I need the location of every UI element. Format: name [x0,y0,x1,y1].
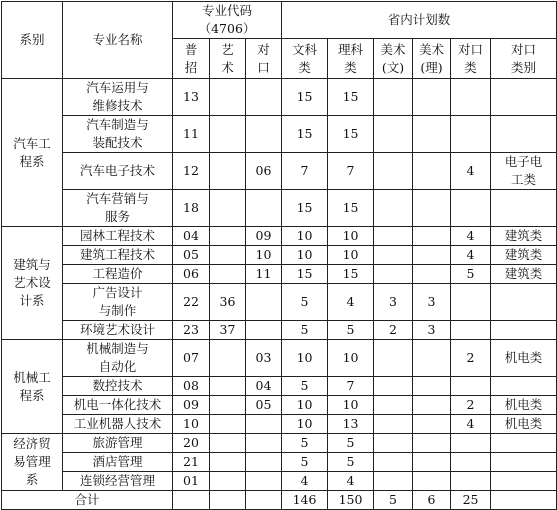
wen-cell: 5 [282,321,328,340]
counter2-cell: 4 [451,246,491,265]
general-subheader-line1: 普 [184,41,198,57]
wen-cell: 10 [282,227,328,246]
code-header [173,2,282,39]
dept-cell-auto [2,79,63,227]
general-cell: 13 [173,79,210,116]
code-value: （4706） [198,21,256,36]
art-wen-cell [374,227,413,246]
art-wen-cell [374,415,413,434]
counter-cat-cell [491,116,557,153]
total-label: 合计 [2,491,173,510]
major-line2: 服务 [104,209,130,224]
table-row [2,227,557,246]
dept-econ-line2: 易管理 [13,454,51,469]
li-subheader [328,39,374,79]
header-row-1 [2,2,557,39]
counter-cell [246,472,282,491]
general-cell: 08 [173,377,210,396]
counter-cell [246,415,282,434]
table-row [2,434,557,453]
counter-cell: 06 [246,153,282,190]
counter2-cell [451,377,491,396]
counter-cat-cell [491,396,557,415]
art-wen-cell [374,153,413,190]
general-cell: 18 [173,190,210,227]
major-line1: 汽车营销与 [86,191,149,206]
art-li-subheader-line2: (理) [420,59,443,75]
table-body [2,79,557,491]
total-counter [246,491,282,510]
li-cell: 10 [328,340,374,377]
art-wen-cell [374,472,413,491]
counter-cat-cell [491,377,557,396]
li-cell: 10 [328,396,374,415]
counter-cat-cell [491,227,557,246]
total-general [173,491,210,510]
plan-header: 省内计划数 [282,2,557,39]
art-li-cell [413,453,451,472]
wen-subheader-line1: 文科 [292,41,318,57]
general-cell: 22 [173,284,210,321]
major-line1: 机械制造与 [86,341,149,356]
major-line1: 连锁经营管理 [79,473,155,488]
counter-cell: 10 [246,246,282,265]
counter2-cell [451,116,491,153]
table-row [2,321,557,340]
li-cell: 15 [328,190,374,227]
art-li-cell [413,246,451,265]
total-art-li: 6 [413,491,451,510]
li-cell: 4 [328,284,374,321]
art-li-cell: 3 [413,321,451,340]
dept-header: 系别 [2,2,63,79]
li-cell: 7 [328,377,374,396]
counter-cat-cell [491,190,557,227]
counter-subheader-line2: 口 [257,59,270,75]
wen-cell: 15 [282,79,328,116]
major-line1: 汽车电子技术 [79,163,155,178]
major-cell [63,227,173,246]
general-cell: 06 [173,265,210,284]
art-wen-cell [374,246,413,265]
major-cell [63,396,173,415]
counter-cat-line1: 电子电 [504,154,543,169]
wen-cell: 15 [282,265,328,284]
dept-cell-arch [2,227,63,340]
major-cell [63,190,173,227]
wen-cell: 10 [282,396,328,415]
counter-cell [246,190,282,227]
art-cell: 37 [210,321,246,340]
general-cell: 05 [173,246,210,265]
counter-cat-subheader-line2: 类别 [511,59,537,75]
counter2-cell: 4 [451,227,491,246]
li-cell: 15 [328,265,374,284]
major-cell [63,321,173,340]
li-cell: 5 [328,321,374,340]
counter-cat-line1: 机电类 [504,350,543,365]
counter-cell [246,321,282,340]
major-line2: 装配技术 [92,135,143,150]
art-li-cell [413,434,451,453]
art-cell: 36 [210,284,246,321]
art-wen-cell [374,434,413,453]
table-row [2,396,557,415]
counter-cat-cell [491,340,557,377]
counter-cat-cell [491,79,557,116]
art-li-cell [413,116,451,153]
major-line1: 建筑工程技术 [79,247,155,262]
art-li-cell [413,190,451,227]
wen-cell: 5 [282,434,328,453]
total-art-wen: 5 [374,491,413,510]
general-cell: 10 [173,415,210,434]
art-cell [210,246,246,265]
general-subheader [173,39,210,79]
table-row [2,415,557,434]
counter-cell [246,284,282,321]
enrollment-plan-table [1,1,557,510]
major-cell [63,116,173,153]
art-li-subheader-line1: 美术 [419,41,445,57]
wen-cell: 5 [282,453,328,472]
table-row [2,116,557,153]
counter2-cell [451,321,491,340]
table-row [2,284,557,321]
dept-auto-line2: 程系 [19,153,45,169]
major-line1: 旅游管理 [92,435,143,450]
major-cell [63,79,173,116]
major-line1: 环境艺术设计 [79,322,155,337]
major-cell [63,434,173,453]
art-cell [210,472,246,491]
counter2-cell [451,434,491,453]
general-cell: 20 [173,434,210,453]
major-line1: 汽车制造与 [86,117,149,132]
code-title: 专业代码 [202,3,253,18]
art-li-cell [413,415,451,434]
li-cell: 15 [328,116,374,153]
li-subheader-line1: 理科 [338,41,364,57]
li-cell: 5 [328,434,374,453]
table-row [2,190,557,227]
major-line1: 工业机器人技术 [73,416,162,431]
art-wen-cell [374,340,413,377]
dept-arch-line1: 建筑与 [13,257,51,272]
counter2-cell [451,79,491,116]
art-cell [210,396,246,415]
art-wen-cell [374,396,413,415]
dept-auto-line1: 汽车工 [13,135,51,151]
table-row [2,453,557,472]
wen-cell: 5 [282,284,328,321]
counter-cat-subheader [491,39,557,79]
wen-subheader [282,39,328,79]
wen-cell: 10 [282,246,328,265]
table-row [2,265,557,284]
counter-cat-cell [491,246,557,265]
general-cell: 12 [173,153,210,190]
major-cell [63,340,173,377]
major-line2: 维修技术 [92,98,143,113]
table-row [2,153,557,190]
li-cell: 10 [328,227,374,246]
total-li: 150 [328,491,374,510]
wen-subheader-line2: 类 [298,59,311,75]
major-cell [63,377,173,396]
counter-cell [246,434,282,453]
counter-cat-line1: 建筑类 [504,228,543,243]
counter-cat-line1: 建筑类 [504,247,543,262]
counter2-cell [451,284,491,321]
general-cell: 23 [173,321,210,340]
table-row [2,246,557,265]
counter-subheader [246,39,282,79]
wen-cell: 10 [282,340,328,377]
counter-cat-cell [491,472,557,491]
art-li-cell [413,227,451,246]
major-cell [63,415,173,434]
art-cell [210,453,246,472]
major-line1: 广告设计 [92,285,143,300]
art-cell [210,265,246,284]
counter-cell: 03 [246,340,282,377]
counter-cat-cell [491,453,557,472]
li-cell: 15 [328,79,374,116]
dept-mech-line2: 程系 [19,387,45,403]
table-row [2,79,557,116]
wen-cell: 15 [282,190,328,227]
art-li-cell [413,396,451,415]
art-cell [210,79,246,116]
art-li-cell [413,79,451,116]
major-cell [63,472,173,491]
art-wen-cell [374,116,413,153]
art-cell [210,415,246,434]
counter-cat-subheader-line1: 对口 [511,41,537,57]
art-cell [210,190,246,227]
counter-cat-cell [491,265,557,284]
major-cell [63,265,173,284]
art-li-cell [413,265,451,284]
counter2-cell: 4 [451,415,491,434]
art-wen-cell [374,79,413,116]
art-wen-cell [374,453,413,472]
counter2-subheader-line2: 类 [464,59,477,75]
counter-cat-cell [491,153,557,190]
li-cell: 13 [328,415,374,434]
art-subheader-line2: 术 [221,59,234,75]
art-li-cell: 3 [413,284,451,321]
major-line1: 工程造价 [92,266,143,281]
dept-econ-line3: 系 [25,472,39,487]
counter-cat-cell [491,434,557,453]
table-row [2,377,557,396]
art-subheader-line1: 艺 [221,41,234,57]
dept-cell-mech [2,340,63,434]
art-li-cell [413,472,451,491]
total-cat [491,491,557,510]
counter-cell [246,79,282,116]
art-cell [210,377,246,396]
art-wen-cell [374,190,413,227]
li-cell: 7 [328,153,374,190]
dept-cell-econ [2,434,63,491]
table-row [2,472,557,491]
counter2-cell [451,453,491,472]
art-cell [210,116,246,153]
art-wen-cell: 2 [374,321,413,340]
general-cell: 09 [173,396,210,415]
art-cell [210,227,246,246]
dept-mech-line1: 机械工 [13,369,51,385]
counter-cat-cell [491,415,557,434]
counter2-subheader-line1: 对口 [458,41,484,57]
counter2-cell: 5 [451,265,491,284]
wen-cell: 15 [282,116,328,153]
total-row [2,491,557,510]
art-cell [210,434,246,453]
major-header: 专业名称 [63,2,173,79]
counter2-cell [451,190,491,227]
major-line2: 与制作 [98,303,137,318]
major-line2: 自动化 [98,359,137,374]
art-wen-subheader [374,39,413,79]
major-line1: 机电一体化技术 [73,397,162,412]
art-li-cell [413,153,451,190]
dept-arch-line3: 计系 [19,293,45,308]
art-wen-subheader-line1: 美术 [380,41,406,57]
counter2-cell [451,472,491,491]
art-wen-cell: 3 [374,284,413,321]
counter-cat-cell [491,321,557,340]
total-counter2: 25 [451,491,491,510]
counter-cell: 09 [246,227,282,246]
counter2-cell: 4 [451,153,491,190]
counter-cell: 05 [246,396,282,415]
general-subheader-line2: 招 [184,59,198,75]
wen-cell: 4 [282,472,328,491]
art-li-subheader [413,39,451,79]
dept-arch-line2: 艺术设 [13,275,51,290]
general-cell: 11 [173,116,210,153]
general-cell: 01 [173,472,210,491]
general-cell: 07 [173,340,210,377]
counter-cat-line1: 机电类 [504,416,543,431]
art-li-cell [413,377,451,396]
li-cell: 10 [328,246,374,265]
general-cell: 21 [173,453,210,472]
art-subheader [210,39,246,79]
counter-cell: 04 [246,377,282,396]
art-wen-cell [374,265,413,284]
major-cell [63,153,173,190]
table-row [2,340,557,377]
wen-cell: 7 [282,153,328,190]
li-subheader-line2: 类 [344,59,357,75]
total-wen: 146 [282,491,328,510]
wen-cell: 5 [282,377,328,396]
art-li-cell [413,340,451,377]
major-line1: 数控技术 [92,378,143,393]
art-wen-cell [374,377,413,396]
counter-cell [246,453,282,472]
counter2-cell: 2 [451,340,491,377]
major-cell [63,284,173,321]
art-wen-subheader-line2: (文) [381,59,405,75]
art-cell [210,340,246,377]
major-cell [63,453,173,472]
counter2-subheader [451,39,491,79]
li-cell: 5 [328,453,374,472]
major-line1: 园林工程技术 [79,228,155,243]
major-line1: 酒店管理 [92,454,143,469]
counter-cat-line1: 机电类 [504,397,543,412]
counter-cat-line1: 建筑类 [504,266,543,281]
dept-econ-line1: 经济贸 [13,436,51,451]
general-cell: 04 [173,227,210,246]
counter-cat-cell [491,284,557,321]
counter-cell: 11 [246,265,282,284]
art-cell [210,153,246,190]
counter-subheader-line1: 对 [257,41,270,57]
wen-cell: 10 [282,415,328,434]
counter-cell [246,116,282,153]
total-art [210,491,246,510]
major-line1: 汽车运用与 [86,80,149,95]
major-cell [63,246,173,265]
counter-cat-line2: 工类 [511,172,537,187]
li-cell: 4 [328,472,374,491]
counter2-cell: 2 [451,396,491,415]
